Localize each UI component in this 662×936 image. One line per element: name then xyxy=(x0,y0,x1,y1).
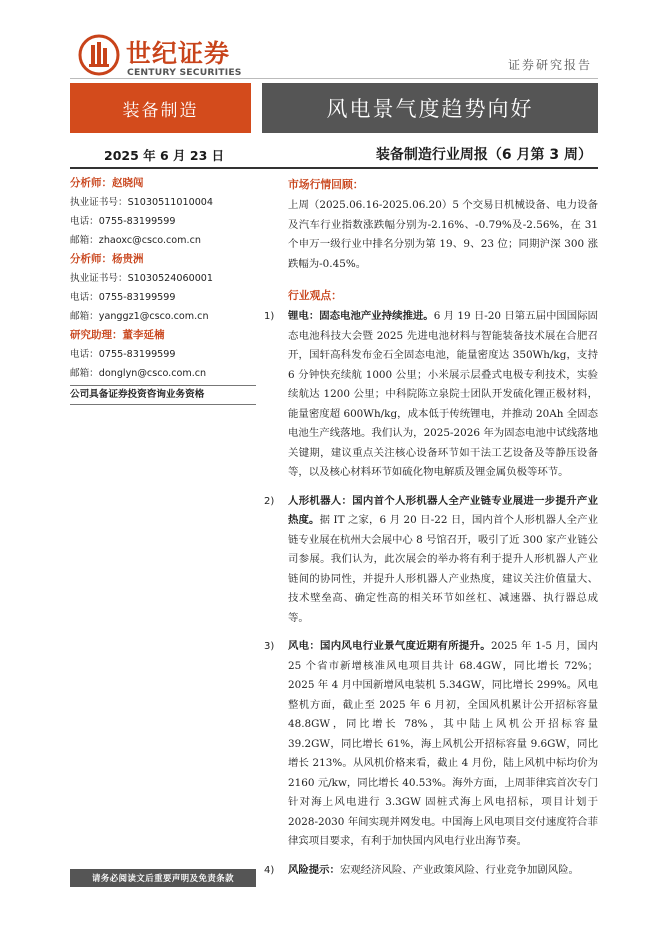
market-review-heading: 市场行情回顾： xyxy=(288,178,364,191)
analyst-phone xyxy=(70,212,256,231)
industry-views-heading: 行业观点： xyxy=(288,289,342,302)
analyst-email xyxy=(70,231,256,250)
phone-label: 电话： xyxy=(70,216,99,227)
view-lead: 风电：国内风电行业景气度近期有所提升。 xyxy=(288,640,491,652)
email-label: 邮箱： xyxy=(70,235,99,246)
email-address[interactable]: yanggz1@csco.com.cn xyxy=(98,311,209,322)
view-item xyxy=(262,307,598,483)
main-content xyxy=(262,174,598,889)
view-number: 3) xyxy=(264,641,275,652)
email-label: 邮箱： xyxy=(70,311,99,322)
report-date: 2025 年 6 月 23 日 xyxy=(104,148,225,163)
view-text: 2025 年 1-5 月，国内 25 个省市新增核准风电项目共计 68.4GW，同比增长 72%；2025 年 4 月中国新增风电装机 5.34GW，同比增长 299%。风电整机方面，截止至 2025 年 6 月初，全国风机累计公开招标容量 48.8GW，同比增长 78%，其中陆上风机公开招标容量 39.2GW，同比增长 61%，海上风机公开招标容量 9.6GW，同比增长 213%。从风机价格来看，截止 4 月份，陆上风机中标均价为 2160 元/kw，同比增长 40.53%。海外方面，上周菲律宾首次专门针对海上风电进行 3.3GW 固桩式海上风电招标，项目计划于 2028-2030 年间实现并网发电。中国海上风电项目交付速度符合菲律宾项目要求，有利于加快国内风电行业出海节奏。 xyxy=(288,640,599,847)
market-review-text: 上周（2025.06.16-2025.06.20）5 个交易日机械设备、电力设备及汽车行业指数涨跌幅分别为-2.16%、-0.79%及-2.56%，在 31 个申万一级行业中排名分别为第 19、9、23 位；同期沪深 300 涨跌幅为-0.45%。 xyxy=(288,199,598,270)
cert-label: 执业证书号： xyxy=(70,197,128,208)
assistant-name: 研究助理：董李延楠 xyxy=(70,329,165,341)
cert-label: 执业证书号： xyxy=(70,273,128,284)
company-logo xyxy=(78,34,248,84)
analyst-name: 分析师：赵晓闯 xyxy=(70,177,144,189)
title-divider xyxy=(70,167,598,169)
phone-label: 电话： xyxy=(70,349,99,360)
view-text: 据 IT 之家，6 月 20 日-22 日，国内首个人形机器人全产业链专业展在杭州大会展中心 8 号馆召开，吸引了近 300 家产业链公司参展。我们认为，此次展会的举办将有利于提升人形机器人产业链间的协同性，并提升人形机器人产业热度，建议关注价值量大、技术壁垒高、确定性高的相关环节如丝杠、减速器、执行器总成等。 xyxy=(288,514,598,624)
cert-number: S1030511010004 xyxy=(127,197,214,208)
phone-number: 0755-83199599 xyxy=(98,292,176,303)
analyst-email xyxy=(70,307,256,326)
phone-label: 电话： xyxy=(70,292,99,303)
view-text: 宏观经济风险、产业政策风险、行业竞争加剧风险。 xyxy=(339,863,579,876)
cert-number: S1030524060001 xyxy=(127,273,214,284)
view-lead: 锂电：固态电池产业持续推进。 xyxy=(288,310,434,322)
phone-number: 0755-83199599 xyxy=(98,216,176,227)
email-label: 邮箱： xyxy=(70,368,99,379)
view-item xyxy=(262,492,598,629)
assistant-phone xyxy=(70,345,256,364)
email-address[interactable]: zhaoxc@csco.com.cn xyxy=(98,235,201,246)
analyst-panel xyxy=(70,174,256,405)
analyst-cert xyxy=(70,269,256,288)
view-text: 6 月 19 日-20 日第五届中国国际固态电池科技大会暨 2025 先进电池材料与智能装备技术展在合肥召开，国轩高科发布金石全固态电池，能量密度达 350Wh/kg，支持 6 分钟快充续航 1000 公里；小米展示层叠式电极专利技术，实验续航达 1200 公里；中科院陈立泉院士团队开发硫化锂正极材料，能量密度超 600Wh/kg，成本低于传统锂电，并推动 20Ah 全固态电池生产线落地。我们认为，2025-2026 年为固态电池中试线落地关键期，建议重点关注核心设备环节如干法工艺设备及等静压设备等，以及核心材料环节如硫化物电解质及锂金属负极等环节。 xyxy=(288,310,599,478)
view-number: 1) xyxy=(264,311,275,322)
assistant-email xyxy=(70,364,256,383)
email-address[interactable]: donglyn@csco.com.cn xyxy=(98,368,207,379)
disclaimer-notice: 请务必阅读文后重要声明及免责条款 xyxy=(70,869,256,887)
qualification-statement: 公司具备证券投资咨询业务资格 xyxy=(70,385,256,405)
report-type-label: 证券研究报告 xyxy=(507,58,592,72)
weekly-title: 装备制造行业周报（6 月第 3 周） xyxy=(375,147,592,163)
view-lead: 人形机器人：国内首个人形机器人全产业链专业展进一步提升产业热度。 xyxy=(288,494,598,526)
view-item xyxy=(262,861,598,881)
sector-banner: 装备制造 xyxy=(70,83,251,133)
analyst-phone xyxy=(70,288,256,307)
logo-english-name: CENTURY SECURITIES xyxy=(127,67,242,78)
view-lead: 风险提示： xyxy=(288,863,340,876)
view-number: 2) xyxy=(264,495,275,507)
analyst-cert xyxy=(70,193,256,212)
analyst-name: 分析师：杨贵洲 xyxy=(70,253,144,265)
company-logo-icon xyxy=(78,34,120,76)
headline-banner: 风电景气度趋势向好 xyxy=(262,83,598,133)
phone-number: 0755-83199599 xyxy=(98,349,176,360)
logo-chinese-name: 世纪证券 xyxy=(126,39,231,68)
header-divider xyxy=(70,78,598,79)
view-number: 4) xyxy=(264,864,275,876)
view-item xyxy=(262,637,598,852)
